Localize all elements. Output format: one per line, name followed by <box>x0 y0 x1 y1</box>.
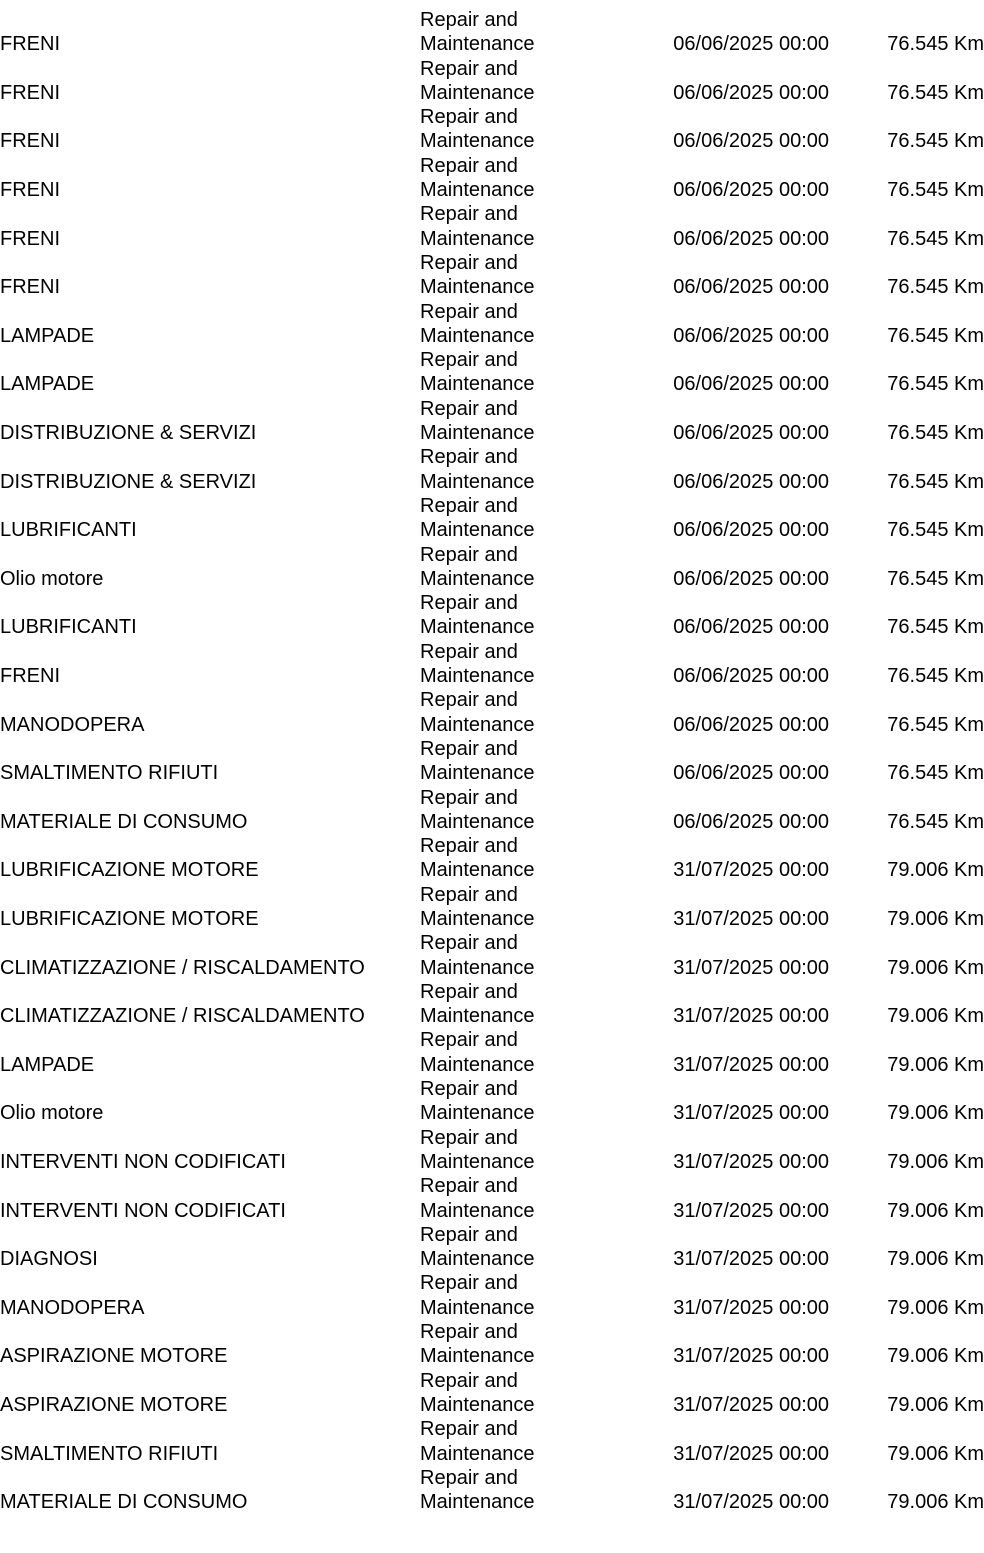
cell-service-type <box>420 300 643 349</box>
cell-item-name: DISTRIBUZIONE & SERVIZI <box>0 422 257 445</box>
cell-service-type <box>420 1271 643 1320</box>
cell-item-name: FRENI <box>0 130 60 153</box>
cell-odometer: 79.006 Km <box>887 1102 984 1125</box>
service-type-line-2: Maintenance <box>420 1393 535 1416</box>
cell-item-name: LUBRIFICAZIONE MOTORE <box>0 907 259 930</box>
cell-odometer: 76.545 Km <box>887 227 984 250</box>
cell-service-type <box>420 1320 643 1369</box>
table-row <box>0 202 984 251</box>
service-type-line-1: Repair and <box>420 57 518 80</box>
cell-item-name: DIAGNOSI <box>0 1248 98 1271</box>
cell-service-date: 06/06/2025 00:00 <box>673 33 829 56</box>
cell-service-date: 06/06/2025 00:00 <box>673 324 829 347</box>
table-row <box>0 640 984 689</box>
service-type-line-1: Repair and <box>420 640 518 663</box>
cell-item-name: FRENI <box>0 81 60 104</box>
service-type-line-1: Repair and <box>420 1175 518 1198</box>
service-type-line-1: Repair and <box>420 980 518 1003</box>
cell-service-date: 31/07/2025 00:00 <box>673 1442 829 1465</box>
cell-item-name: LUBRIFICANTI <box>0 519 137 542</box>
service-type-line-1: Repair and <box>420 689 518 712</box>
cell-item-name: ASPIRAZIONE MOTORE <box>0 1345 228 1368</box>
service-type-line-1: Repair and <box>420 251 518 274</box>
cell-odometer: 76.545 Km <box>887 324 984 347</box>
cell-odometer: 79.006 Km <box>887 1345 984 1368</box>
service-type-line-2: Maintenance <box>420 422 535 445</box>
cell-service-date: 31/07/2025 00:00 <box>673 1199 829 1222</box>
cell-service-date: 31/07/2025 00:00 <box>673 1005 829 1028</box>
cell-item-name: CLIMATIZZAZIONE / RISCALDAMENTO <box>0 1005 365 1028</box>
service-type-line-2: Maintenance <box>420 33 535 56</box>
cell-service-date: 06/06/2025 00:00 <box>673 616 829 639</box>
cell-item-name: FRENI <box>0 276 60 299</box>
service-type-line-1: Repair and <box>420 543 518 566</box>
cell-odometer: 79.006 Km <box>887 1248 984 1271</box>
service-type-line-2: Maintenance <box>420 81 535 104</box>
table-row <box>0 105 984 154</box>
cell-item-name: FRENI <box>0 179 60 202</box>
cell-odometer: 79.006 Km <box>887 1005 984 1028</box>
cell-odometer: 79.006 Km <box>887 859 984 882</box>
maintenance-records-body <box>0 8 984 1514</box>
cell-odometer: 79.006 Km <box>887 907 984 930</box>
cell-item-name: LAMPADE <box>0 324 95 347</box>
cell-odometer: 76.545 Km <box>887 713 984 736</box>
cell-service-type <box>420 1174 643 1223</box>
cell-item-name: SMALTIMENTO RIFIUTI <box>0 762 219 785</box>
cell-service-type <box>420 640 643 689</box>
table-row <box>0 1320 984 1369</box>
service-type-line-1: Repair and <box>420 1078 518 1101</box>
table-row <box>0 591 984 640</box>
table-row <box>0 1223 984 1272</box>
cell-item-name: MATERIALE DI CONSUMO <box>0 1491 248 1514</box>
cell-service-type <box>420 1077 643 1126</box>
service-type-line-1: Repair and <box>420 592 518 615</box>
service-type-line-2: Maintenance <box>420 859 535 882</box>
cell-service-type <box>420 834 643 883</box>
cell-service-type <box>420 1223 643 1272</box>
service-type-line-2: Maintenance <box>420 1491 535 1514</box>
cell-item-name: LAMPADE <box>0 1053 95 1076</box>
table-row <box>0 8 984 57</box>
service-type-line-1: Repair and <box>420 1369 518 1392</box>
service-type-line-2: Maintenance <box>420 1296 535 1319</box>
cell-odometer: 76.545 Km <box>887 616 984 639</box>
table-row <box>0 786 984 835</box>
table-row <box>0 834 984 883</box>
service-type-line-2: Maintenance <box>420 470 535 493</box>
cell-service-type <box>420 445 643 494</box>
cell-item-name: DISTRIBUZIONE & SERVIZI <box>0 470 257 493</box>
service-type-line-1: Repair and <box>420 397 518 420</box>
table-row <box>0 300 984 349</box>
service-type-line-1: Repair and <box>420 1321 518 1344</box>
service-type-line-2: Maintenance <box>420 1053 535 1076</box>
cell-service-type <box>420 348 643 397</box>
cell-service-type <box>420 57 643 106</box>
table-row <box>0 1271 984 1320</box>
cell-service-date: 31/07/2025 00:00 <box>673 1102 829 1125</box>
cell-odometer: 76.545 Km <box>887 81 984 104</box>
cell-odometer: 76.545 Km <box>887 470 984 493</box>
service-type-line-2: Maintenance <box>420 810 535 833</box>
service-type-line-2: Maintenance <box>420 665 535 688</box>
service-type-line-2: Maintenance <box>420 1005 535 1028</box>
service-type-line-2: Maintenance <box>420 519 535 542</box>
service-type-line-2: Maintenance <box>420 130 535 153</box>
service-type-line-2: Maintenance <box>420 276 535 299</box>
service-type-line-2: Maintenance <box>420 1199 535 1222</box>
table-row <box>0 494 984 543</box>
cell-service-type <box>420 105 643 154</box>
cell-service-type <box>420 1466 643 1515</box>
table-row <box>0 348 984 397</box>
table-row <box>0 1417 984 1466</box>
service-type-line-1: Repair and <box>420 786 518 809</box>
service-type-line-1: Repair and <box>420 106 518 129</box>
cell-service-date: 06/06/2025 00:00 <box>673 665 829 688</box>
service-type-line-1: Repair and <box>420 932 518 955</box>
cell-service-type <box>420 931 643 980</box>
service-type-line-1: Repair and <box>420 300 518 323</box>
service-type-line-1: Repair and <box>420 835 518 858</box>
table-row <box>0 251 984 300</box>
cell-item-name: MATERIALE DI CONSUMO <box>0 810 248 833</box>
service-type-line-2: Maintenance <box>420 567 535 590</box>
table-row <box>0 1174 984 1223</box>
service-type-line-2: Maintenance <box>420 956 535 979</box>
cell-odometer: 79.006 Km <box>887 1199 984 1222</box>
cell-item-name: MANODOPERA <box>0 713 145 736</box>
cell-item-name: Olio motore <box>0 1102 104 1125</box>
table-row <box>0 883 984 932</box>
service-type-line-2: Maintenance <box>420 713 535 736</box>
cell-odometer: 79.006 Km <box>887 956 984 979</box>
service-type-line-2: Maintenance <box>420 1150 535 1173</box>
table-row <box>0 1077 984 1126</box>
table-row <box>0 445 984 494</box>
cell-service-date: 06/06/2025 00:00 <box>673 227 829 250</box>
service-type-line-1: Repair and <box>420 1223 518 1246</box>
cell-odometer: 79.006 Km <box>887 1393 984 1416</box>
service-type-line-2: Maintenance <box>420 1345 535 1368</box>
cell-service-date: 06/06/2025 00:00 <box>673 81 829 104</box>
cell-odometer: 76.545 Km <box>887 762 984 785</box>
cell-odometer: 79.006 Km <box>887 1491 984 1514</box>
table-row <box>0 57 984 106</box>
service-type-line-1: Repair and <box>420 494 518 517</box>
cell-service-date: 31/07/2025 00:00 <box>673 1491 829 1514</box>
cell-service-type <box>420 251 643 300</box>
table-row <box>0 154 984 203</box>
service-type-line-1: Repair and <box>420 1126 518 1149</box>
table-row <box>0 737 984 786</box>
cell-item-name: ASPIRAZIONE MOTORE <box>0 1393 228 1416</box>
cell-service-date: 31/07/2025 00:00 <box>673 1150 829 1173</box>
cell-service-type <box>420 202 643 251</box>
cell-item-name: CLIMATIZZAZIONE / RISCALDAMENTO <box>0 956 365 979</box>
table-row <box>0 1466 984 1515</box>
service-type-line-1: Repair and <box>420 1029 518 1052</box>
cell-service-date: 31/07/2025 00:00 <box>673 859 829 882</box>
service-type-line-2: Maintenance <box>420 1102 535 1125</box>
cell-service-date: 06/06/2025 00:00 <box>673 276 829 299</box>
cell-item-name: FRENI <box>0 33 60 56</box>
cell-service-type <box>420 1028 643 1077</box>
service-type-line-2: Maintenance <box>420 907 535 930</box>
cell-odometer: 76.545 Km <box>887 519 984 542</box>
cell-service-type <box>420 154 643 203</box>
table-row <box>0 397 984 446</box>
service-type-line-1: Repair and <box>420 203 518 226</box>
cell-odometer: 76.545 Km <box>887 33 984 56</box>
cell-item-name: SMALTIMENTO RIFIUTI <box>0 1442 219 1465</box>
service-type-line-2: Maintenance <box>420 762 535 785</box>
cell-odometer: 76.545 Km <box>887 810 984 833</box>
service-type-line-1: Repair and <box>420 883 518 906</box>
table-row <box>0 931 984 980</box>
cell-service-type <box>420 737 643 786</box>
cell-odometer: 79.006 Km <box>887 1150 984 1173</box>
cell-odometer: 79.006 Km <box>887 1296 984 1319</box>
cell-odometer: 76.545 Km <box>887 130 984 153</box>
table-row <box>0 688 984 737</box>
service-type-line-1: Repair and <box>420 349 518 372</box>
cell-service-type <box>420 688 643 737</box>
cell-service-date: 31/07/2025 00:00 <box>673 907 829 930</box>
service-type-line-2: Maintenance <box>420 616 535 639</box>
cell-item-name: LAMPADE <box>0 373 95 396</box>
cell-odometer: 76.545 Km <box>887 665 984 688</box>
cell-service-date: 31/07/2025 00:00 <box>673 956 829 979</box>
maintenance-records-table <box>0 8 984 1514</box>
cell-odometer: 76.545 Km <box>887 422 984 445</box>
cell-service-date: 06/06/2025 00:00 <box>673 713 829 736</box>
table-row <box>0 1028 984 1077</box>
cell-service-date: 31/07/2025 00:00 <box>673 1053 829 1076</box>
cell-item-name: INTERVENTI NON CODIFICATI <box>0 1150 286 1173</box>
cell-service-type <box>420 980 643 1029</box>
cell-service-type <box>420 883 643 932</box>
cell-odometer: 76.545 Km <box>887 373 984 396</box>
cell-item-name: MANODOPERA <box>0 1296 145 1319</box>
cell-service-date: 31/07/2025 00:00 <box>673 1296 829 1319</box>
service-type-line-2: Maintenance <box>420 1248 535 1271</box>
service-type-line-1: Repair and <box>420 737 518 760</box>
cell-service-date: 06/06/2025 00:00 <box>673 567 829 590</box>
cell-service-date: 06/06/2025 00:00 <box>673 519 829 542</box>
cell-service-date: 06/06/2025 00:00 <box>673 762 829 785</box>
cell-item-name: FRENI <box>0 665 60 688</box>
cell-item-name: LUBRIFICAZIONE MOTORE <box>0 859 259 882</box>
cell-item-name: FRENI <box>0 227 60 250</box>
table-row <box>0 1369 984 1418</box>
cell-service-date: 31/07/2025 00:00 <box>673 1345 829 1368</box>
cell-service-date: 31/07/2025 00:00 <box>673 1393 829 1416</box>
cell-item-name: INTERVENTI NON CODIFICATI <box>0 1199 286 1222</box>
service-type-line-1: Repair and <box>420 446 518 469</box>
cell-service-date: 06/06/2025 00:00 <box>673 373 829 396</box>
cell-service-type <box>420 397 643 446</box>
service-type-line-1: Repair and <box>420 1418 518 1441</box>
cell-odometer: 76.545 Km <box>887 567 984 590</box>
table-row <box>0 1126 984 1175</box>
cell-service-type <box>420 591 643 640</box>
service-type-line-2: Maintenance <box>420 227 535 250</box>
service-type-line-1: Repair and <box>420 154 518 177</box>
service-type-line-2: Maintenance <box>420 324 535 347</box>
cell-service-date: 31/07/2025 00:00 <box>673 1248 829 1271</box>
service-type-line-1: Repair and <box>420 1466 518 1489</box>
cell-odometer: 79.006 Km <box>887 1053 984 1076</box>
service-type-line-1: Repair and <box>420 1272 518 1295</box>
cell-service-date: 06/06/2025 00:00 <box>673 179 829 202</box>
cell-service-date: 06/06/2025 00:00 <box>673 810 829 833</box>
cell-item-name: LUBRIFICANTI <box>0 616 137 639</box>
service-type-line-2: Maintenance <box>420 1442 535 1465</box>
cell-service-type <box>420 543 643 592</box>
cell-odometer: 76.545 Km <box>887 179 984 202</box>
cell-service-type <box>420 8 643 57</box>
service-type-line-1: Repair and <box>420 9 518 31</box>
service-type-line-2: Maintenance <box>420 373 535 396</box>
cell-service-type <box>420 786 643 835</box>
cell-service-date: 06/06/2025 00:00 <box>673 130 829 153</box>
service-type-line-2: Maintenance <box>420 179 535 202</box>
cell-service-date: 06/06/2025 00:00 <box>673 470 829 493</box>
cell-item-name: Olio motore <box>0 567 104 590</box>
cell-service-date: 06/06/2025 00:00 <box>673 422 829 445</box>
cell-odometer: 79.006 Km <box>887 1442 984 1465</box>
table-row <box>0 980 984 1029</box>
cell-service-type <box>420 494 643 543</box>
cell-service-type <box>420 1126 643 1175</box>
cell-service-type <box>420 1417 643 1466</box>
cell-service-type <box>420 1369 643 1418</box>
cell-odometer: 76.545 Km <box>887 276 984 299</box>
table-row <box>0 543 984 592</box>
